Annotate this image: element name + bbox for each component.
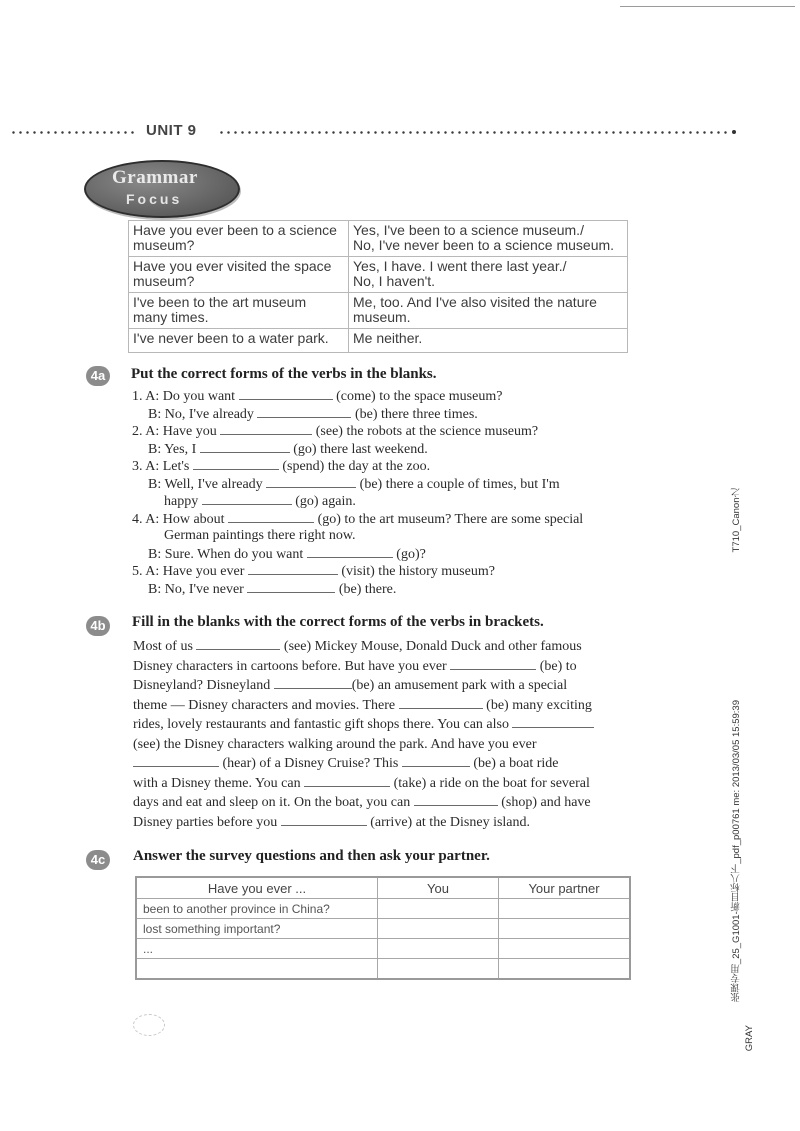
section-4c-badge: 4c [86,850,110,870]
survey-header-question: Have you ever ... [136,877,378,899]
answer-blank[interactable] [274,676,352,689]
page-number-mark [133,1014,165,1036]
paragraph-line [133,637,633,657]
paragraph-line [133,774,633,794]
line-text: (shop) and have [501,795,591,810]
grammar-answer-cell [349,221,628,257]
survey-header-you: You [378,877,499,899]
line-text: (see) the Disney characters walking around the park. And have you ever [133,736,537,752]
question-line: I've been to the art museum [133,294,307,310]
answer-blank[interactable] [220,422,312,435]
exercise-line [132,387,632,405]
line-text: B: Sure. When do you want [148,546,304,562]
exercise-line [132,475,632,493]
grammar-answer-cell [349,293,628,329]
exercise-line [132,510,632,528]
line-text: (see) the robots at the science museum? [315,424,539,439]
answer-line: Me neither. [353,330,423,346]
question-line: museum? [133,273,195,289]
line-text: Disney parties before you [133,814,278,830]
question-line: I've never been to a water park. [133,330,329,346]
answer-blank[interactable] [402,754,470,767]
dotted-rule-right [218,131,728,134]
answer-blank[interactable] [193,457,279,470]
line-text: B: Well, I've already [148,476,263,492]
grammar-answer-cell [349,329,628,353]
survey-answer-you[interactable] [378,939,499,959]
line-text: German paintings there right now. [164,528,356,543]
section-4b-title: Fill in the blanks with the correct forms of the verbs in brackets. [132,614,544,630]
line-text: 4. A: How about [132,511,225,527]
section-4a-title: Put the correct forms of the verbs in the blanks. [131,366,437,382]
exercise-line [132,562,632,580]
line-text: rides, lovely restaurants and fantastic gift shops there. You can also [133,717,509,732]
exercise-line [132,457,632,475]
exercise-4a [132,387,632,597]
answer-blank[interactable] [414,793,498,806]
unit-header [10,122,730,142]
line-text: (go) there last weekend. [293,441,428,457]
answer-blank[interactable] [304,774,390,787]
answer-line: Yes, I have. I went there last year./ [353,258,567,274]
survey-header-partner: Your partner [499,877,631,899]
answer-blank[interactable] [281,813,367,826]
answer-line: Me, too. And I've also visited the nature [353,294,597,310]
line-text: (be) there a couple of times, but I'm [359,476,560,492]
line-text: (take) a ride on the boat for several [393,775,590,791]
line-text: (be) a boat ride [473,756,559,771]
line-text: (be) an amusement park with a special [351,678,568,693]
survey-row [136,899,630,919]
line-text: B: Yes, I [148,441,197,457]
answer-blank[interactable] [133,754,219,767]
grammar-focus-title: Grammar [112,167,198,188]
paragraph-line [133,657,633,677]
survey-answer-partner[interactable] [499,939,631,959]
section-4c-title: Answer the survey questions and then ask your partner. [133,848,490,864]
answer-line: No, I've never been to a science museum. [353,237,615,253]
line-text: with a Disney theme. You can [133,775,301,791]
dotted-rule-left [10,131,138,134]
paragraph-line [133,676,633,696]
grammar-row [129,329,628,353]
line-text: 1. A: Do you want [132,389,236,404]
paragraph-line [133,813,633,833]
answer-line: No, I haven't. [353,273,436,289]
paragraph-line [133,696,633,716]
grammar-row [129,221,628,257]
dotted-rule-end [732,130,736,134]
exercise-line [132,440,632,458]
survey-answer-partner[interactable] [499,899,631,919]
paragraph-line [133,735,633,755]
survey-question: lost something important? [136,919,378,939]
exercise-line [132,580,632,598]
grammar-row [129,257,628,293]
answer-line: Yes, I've been to a science museum./ [353,222,584,238]
survey-question[interactable] [136,959,378,980]
exercise-4b-paragraph [133,637,633,832]
line-text: (be) many exciting [486,697,592,713]
section-4a-badge: 4a [86,366,110,386]
line-text: (hear) of a Disney Cruise? This [222,756,399,771]
line-text: (be) there three times. [354,406,478,422]
question-line: museum? [133,237,195,253]
survey-answer-you[interactable] [378,959,499,980]
line-text: (arrive) at the Disney island. [370,814,531,830]
line-text: (spend) the day at the zoo. [282,459,431,474]
line-text: (go)? [396,546,426,562]
line-text: (go) again. [295,494,356,509]
line-text: B: No, I've already [148,406,254,422]
paragraph-line [133,754,633,774]
line-text: 3. A: Let's [132,459,190,474]
grammar-question-cell [129,257,349,293]
unit-title: UNIT 9 [146,122,197,139]
answer-blank[interactable] [399,696,483,709]
exercise-line [132,545,632,563]
answer-blank[interactable] [247,580,335,593]
exercise-line [132,527,632,545]
line-text: B: No, I've never [148,581,244,597]
line-text: (come) to the space museum? [336,389,503,404]
survey-row [136,939,630,959]
question-line: Have you ever been to a science [133,222,337,238]
answer-blank[interactable] [196,637,280,650]
line-text: (visit) the history museum? [341,564,495,579]
answer-blank[interactable] [257,405,351,418]
exercise-line [132,492,632,510]
answer-line: museum. [353,309,411,325]
side-print-label-gray: GRAY [744,1025,755,1052]
answer-blank[interactable] [307,545,393,558]
line-text: Disney characters in cartoons before. But have you ever [133,658,447,674]
paragraph-line [133,793,633,813]
answer-blank[interactable] [512,715,594,728]
line-text: days and eat and sleep on it. On the boat, you can [133,795,411,810]
exercise-line [132,405,632,423]
survey-table [135,876,631,980]
grammar-question-cell [129,329,349,353]
survey-answer-you[interactable] [378,899,499,919]
line-text: 5. A: Have you ever [132,564,245,579]
grammar-row [129,293,628,329]
question-line: many times. [133,309,209,325]
section-4b-badge: 4b [86,616,110,636]
line-text: happy [164,494,199,509]
side-print-label-bottom: 张课专用_25_G1001-新目标八下_pdf_p00761 me: 2013/03/05 15:59:39 [731,700,742,1003]
answer-blank[interactable] [228,510,314,523]
answer-blank[interactable] [248,562,338,575]
survey-row [136,959,630,980]
answer-blank[interactable] [450,657,536,670]
line-text: theme — Disney characters and movies. There [133,697,396,713]
survey-question: ... [136,939,378,959]
question-line: Have you ever visited the space [133,258,332,274]
answer-blank[interactable] [202,492,292,505]
paragraph-line [133,715,633,735]
answer-blank[interactable] [266,475,356,488]
side-print-label-top: T710_Canon之 [731,488,742,553]
line-text: Most of us [133,639,193,654]
survey-header-row [136,877,630,899]
survey-answer-partner[interactable] [499,919,631,939]
line-text: (be) to [539,658,577,674]
survey-answer-partner[interactable] [499,959,631,980]
top-edge-line [620,6,795,7]
line-text: (go) to the art museum? There are some special [317,511,584,527]
answer-blank[interactable] [239,387,333,400]
line-text: (be) there. [338,581,397,597]
line-text: (see) Mickey Mouse, Donald Duck and other famous [283,639,582,654]
grammar-question-cell [129,293,349,329]
exercise-line [132,422,632,440]
grammar-focus-badge [84,160,240,218]
grammar-question-cell [129,221,349,257]
answer-blank[interactable] [200,440,290,453]
line-text: 2. A: Have you [132,424,217,439]
survey-question: been to another province in China? [136,899,378,919]
grammar-answer-cell [349,257,628,293]
survey-answer-you[interactable] [378,919,499,939]
grammar-table [128,220,628,353]
line-text: Disneyland? Disneyland [133,678,271,693]
grammar-focus-subtitle: Focus [126,191,183,207]
survey-row [136,919,630,939]
